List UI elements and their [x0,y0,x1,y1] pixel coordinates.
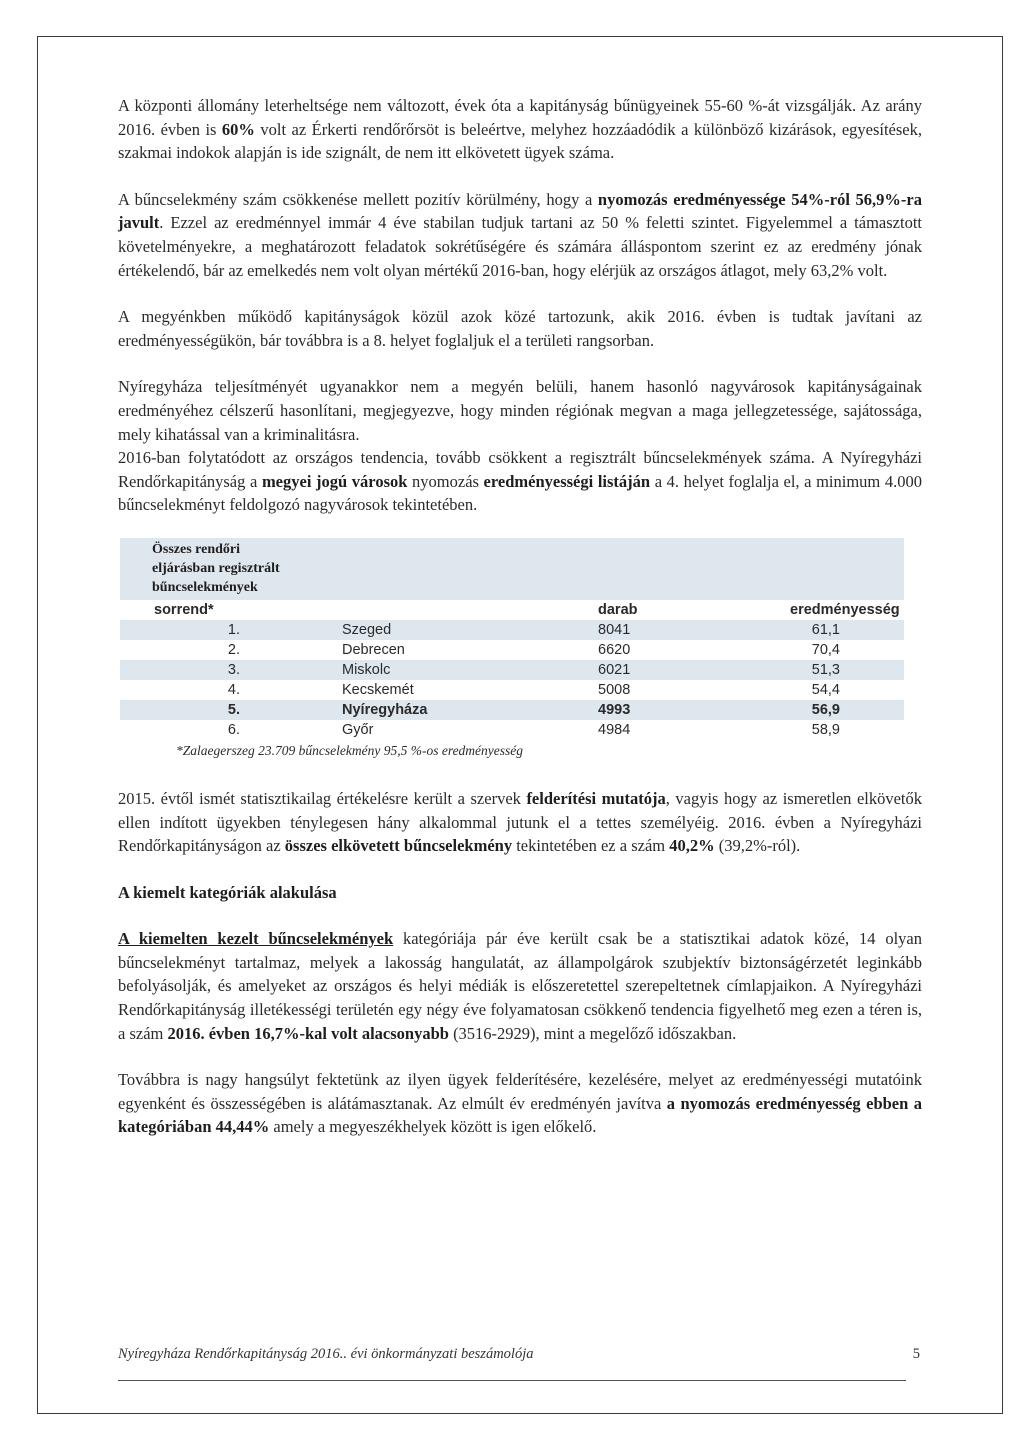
table-title: Összes rendőri eljárásban regisztrált bűncselekmények [152,541,280,595]
table-row-highlight: 5. Nyíregyháza 4993 56,9 [120,700,904,720]
paragraph-county-rank: A megyénkben működő kapitányságok közül azok közé tartozunk, akik 2016. évben is tudtak javítani az eredményességükön, bár továbbra is a 8. helyet foglaljuk el a területi rangsorban. [118,307,922,350]
footer-text: Nyíregyháza Rendőrkapitányság 2016.. évi önkormányzati beszámolója [118,1346,534,1362]
page-number: 5 [912,1346,920,1362]
paragraph-investigation-rate: A bűncselekmény szám csökkenése mellett pozitív körülmény, hogy a nyomozás eredményessége 54%-ról 56,9%-ra javult. Ezzel az eredménnyel immár 4 éve stabilan tudjuk tartani az 50 % feletti szintet. Figyelemmel a támasztott követelményekre, a meghatározott feladatok sokrétűségére és számára álláspontom szerint ez az eredmény jónak értékelendő, bár az emelkedés nem volt olyan mértékű 2016-ban, hogy elérjük az országos átlagot, mely 63,2% volt. [118,189,922,280]
header-rate: eredményesség [790,601,900,618]
paragraph-comparison: Nyíregyháza teljesítményét ugyanakkor nem a megyén belüli, hanem hasonló nagyvárosok kapitányságainak eredményéhez célszerű hasonlítani, megjegyezve, hogy minden régiónak megvan a maga jellegzetessége, sajátossága, mely kihatással van a kriminalitásra. [118,377,922,444]
paragraph-priority-results: Továbbra is nagy hangsúlyt fektetünk az ilyen ügyek felderítésére, kezelésére, melyet az eredményességi mutatóink egyenként és összességében is alátámasztanak. Az elmúlt év eredményén javítva a nyomozás eredményesség ebben a kategóriában 44,44% amely a megyeszékhelyek között is igen előkelő. [118,1070,922,1137]
table-footnote: *Zalaegerszeg 23.709 bűncselekmény 95,5 %-os eredményesség [176,742,524,758]
paragraph-staff: A központi állomány leterheltsége nem változott, évek óta a kapitányság bűnügyeinek 55-60 %-át vizsgálják. Az arány 2016. évben is 60% volt az Érkerti rendőrőrsöt is beleértve, melyhez hozzáadódik a különböző kizárások, egyesítések, szakmai indokok alapján is ide szignált, de nem itt elkövetett ügyek száma. [118,96,923,163]
paragraph-priority-crimes: A kiemelten kezelt bűncselekmények kategóriája pár éve került csak be a statisztikai adatok közé, 14 olyan bűncselekményt tartalmaz, melyek a lakosság hangulatát, az állampolgárok szubjektív biztonságérzetét leginkább befolyásolják, és amelyeket az országos és helyi médiák is előszeretettel szerepeltetnek címlapjaikon. A Nyíregyházi Rendőrkapitányság illetékességi területén egy négy éve folyamatosan csökkenő tendencia figyelhető meg ezen a téren is, a szám 2016. évben 16,7%-kal volt alacsonyabb (3516-2929), mint a megelőző időszakban. [118,929,922,1043]
section-heading: A kiemelt kategóriák alakulása [118,882,337,902]
ranking-table [120,538,904,760]
table-row: 2. Debrecen 6620 70,4 [227,641,840,658]
paragraph-trend: 2016-ban folytatódott az országos tendencia, tovább csökkent a regisztrált bűncselekmények száma. A Nyíregyházi Rendőrkapitányság a megyei jogú városok nyomozás eredményességi listáján a 4. helyet foglalja el, a minimum 4.000 bűncselekményt feldolgozó nagyvárosok tekintetében. [118,448,922,515]
page-footer [118,1346,922,1363]
table-title-band [120,538,904,600]
paragraph-detection: 2015. évtől ismét statisztikailag értékelésre került a szervek felderítési mutatója, vagyis hogy az ismeretlen elkövetők ellen indított ügyekben ténylegesen hány alkalommal jutunk el a tettes személyéig. 2016. évben a Nyíregyházi Rendőrkapitányságon az összes elkövetett bűncselekmény tekintetében ez a szám 40,2% (39,2%-ról). [118,788,923,856]
footer-rule [118,1380,906,1381]
table-row: 3. Miskolc 6021 51,3 [120,660,904,680]
header-count: darab [598,601,638,618]
header-rank: sorrend* [154,601,214,618]
table-row: 4. Kecskemét 5008 54,4 [227,681,840,698]
table-row: 1. Szeged 8041 61,1 [120,620,904,640]
table-header-row [120,600,904,620]
table-row: 6. Győr 4984 58,9 [227,721,840,738]
document-body [118,94,922,1139]
